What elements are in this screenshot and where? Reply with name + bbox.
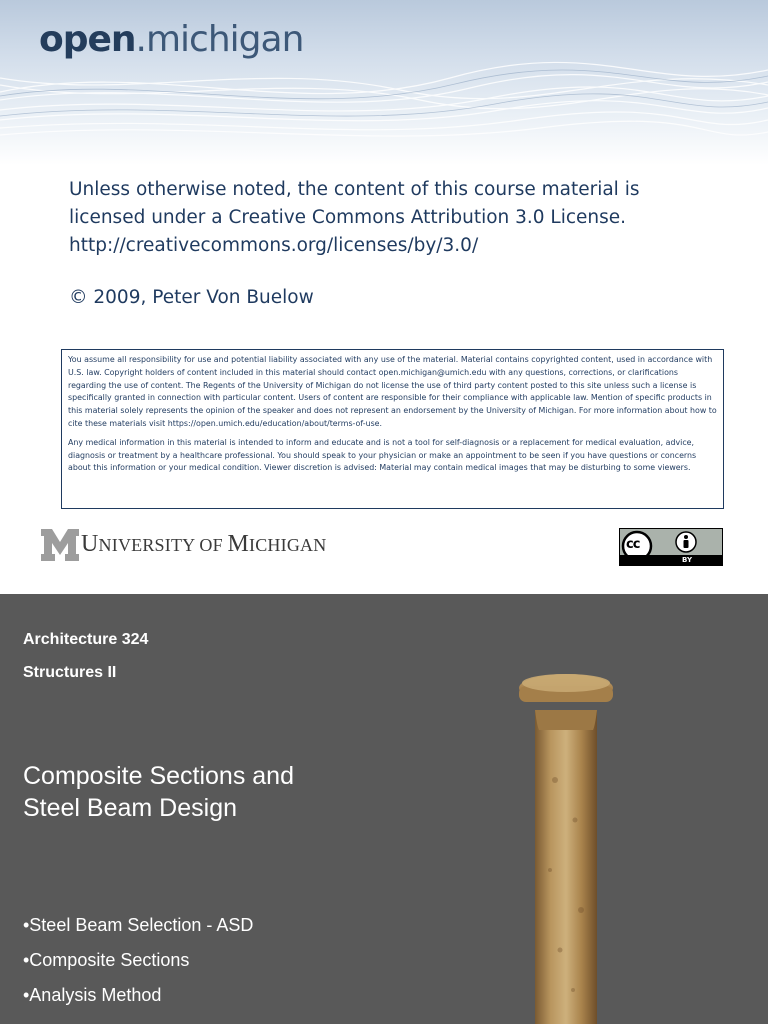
cc-label: cc (626, 537, 640, 552)
license-url: http://creativecommons.org/licenses/by/3.0/ (69, 235, 479, 256)
title-slide (0, 594, 768, 1024)
creative-commons-by-badge (619, 528, 723, 566)
slide-title (23, 760, 383, 824)
topic-list (23, 914, 253, 1019)
disclaimer-box (61, 349, 724, 509)
copyright-notice: © 2009, Peter Von Buelow (69, 287, 314, 308)
license-line: Unless otherwise noted, the content of this course material is (69, 179, 640, 200)
badge-strip (620, 555, 722, 565)
topic-item: •Steel Beam Selection - ASD (23, 915, 254, 935)
header-banner (0, 0, 768, 165)
block-m-icon (40, 528, 80, 562)
medical-disclaimer-paragraph: Any medical information in this material is intended to inform and educate and is not a tool for self-diagnosis or a replacement for medical evaluation, advice, diagnosis or treatment by a healthcare professional. You should speak to your physician or make an appointment to be seen if you have questions or concerns about this information or your medical condition. Viewer discretion is advised: Material may contain medical images that may be disturbing to some viewers. (68, 437, 697, 473)
license-line: licensed under a Creative Commons Attribution 3.0 License. (69, 207, 627, 228)
university-of-michigan-logo (40, 528, 326, 562)
title-line: Composite Sections and (23, 762, 294, 790)
shear-stud-photo (515, 670, 625, 1024)
disclaimer-paragraph: You assume all responsibility for use and potential liability associated with any use of the material. Material contains copyrighted content, used in accordance with U.S. law. Copyright holders of content included in this material should contact open.michigan@umich.edu with any questions, corrections, or clarifications regarding the use of content. The Regents of the University of Michigan do not license the use of third party content posted to this site unless such a license is specifically granted in connection with particular content. Users of content are responsible for their compliance with applicable law. Mention of specific products in this material solely represents the opinion of the speaker and does not represent an endorsement by the University of Michigan. For more information about how to cite these materials visit https://open.umich.edu/education/about/terms-of-use. (68, 355, 717, 428)
license-statement (69, 176, 709, 260)
topic-item: •Analysis Method (23, 985, 162, 1005)
course-name: Architecture 324 (23, 631, 149, 648)
course-subtitle: Structures II (23, 664, 117, 681)
topic-item: •Composite Sections (23, 950, 190, 970)
title-line: Steel Beam Design (23, 794, 238, 822)
open-michigan-logo: open.michigan (39, 19, 304, 60)
university-name: UNIVERSITY OF MICHIGAN (81, 531, 327, 557)
by-label: BY (682, 556, 693, 564)
